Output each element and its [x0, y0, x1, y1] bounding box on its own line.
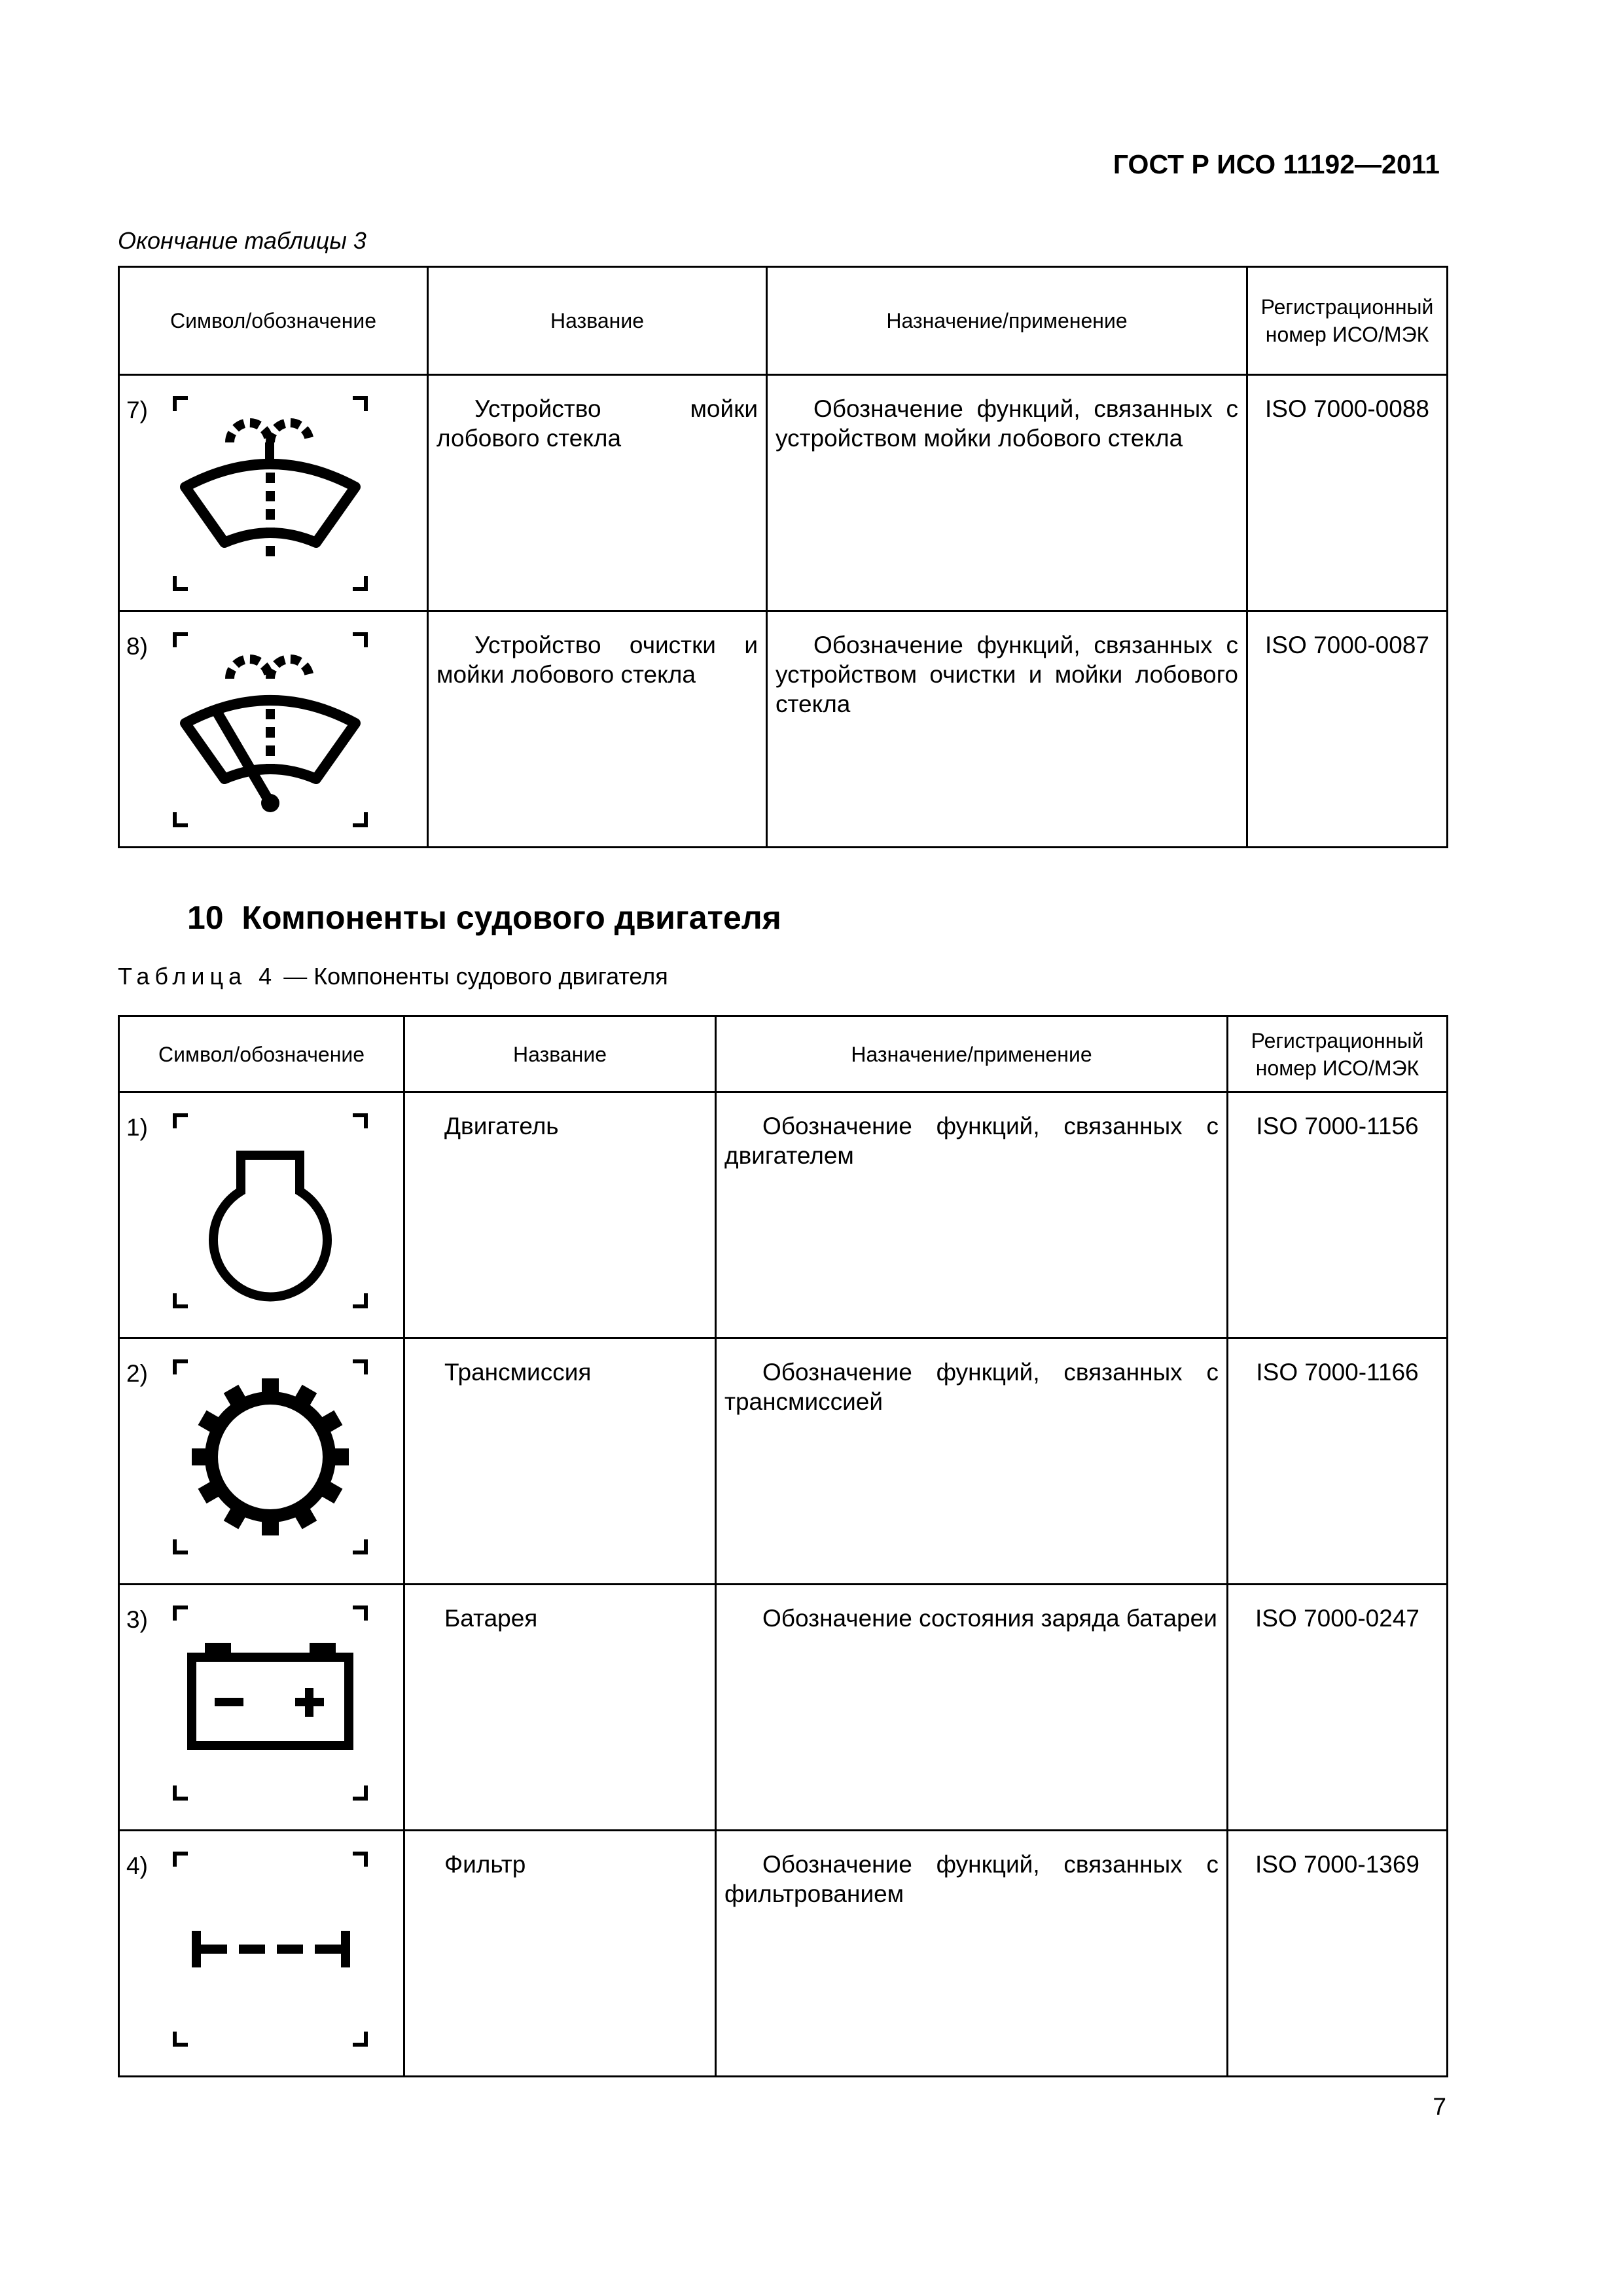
purpose-cell: Обозначение функций, связанных с двигателем [716, 1092, 1228, 1338]
column-header-registration: Регистрационный номер ИСО/МЭК [1228, 1016, 1448, 1092]
table-row [119, 1092, 1448, 1338]
column-header-name: Название [428, 267, 767, 375]
name-cell: Трансмиссия [404, 1338, 716, 1585]
purpose-cell: Обозначение функций, связанных с устройством мойки лобового стекла [767, 375, 1247, 611]
registration-cell: ISO 7000-1369 [1228, 1831, 1448, 2077]
section-number: 10 [187, 899, 224, 936]
gear-icon [172, 1359, 368, 1555]
column-header-purpose: Назначение/применение [767, 267, 1247, 375]
purpose-cell: Обозначение функций, связанных с устройством очистки и мойки лобового стекла [767, 611, 1247, 848]
symbol-cell [119, 1338, 404, 1585]
symbol-cell [119, 1585, 404, 1831]
column-header-symbol: Символ/обозначение [119, 1016, 404, 1092]
symbol-cell [119, 1831, 404, 2077]
name-cell: Батарея [404, 1585, 716, 1831]
table4-caption-label: Таблица 4 [118, 963, 277, 990]
filter-icon [172, 1851, 368, 2047]
symbol-cell [119, 1092, 404, 1338]
engine-icon [172, 1113, 368, 1309]
table-row [119, 375, 1448, 611]
name-cell: Устройство мойки лобового стекла [428, 375, 767, 611]
symbol-cell [119, 375, 428, 611]
purpose-cell: Обозначение состояния заряда батареи [716, 1585, 1228, 1831]
standard-code: ГОСТ Р ИСО 11192—2011 [1113, 149, 1440, 179]
table4-caption-text: — Компоненты судового двигателя [277, 963, 668, 990]
registration-cell: ISO 7000-0088 [1247, 375, 1448, 611]
registration-cell: ISO 7000-1166 [1228, 1338, 1448, 1585]
table-header-row [119, 1016, 1448, 1092]
table3-caption: Окончание таблицы 3 [118, 227, 366, 254]
name-cell: Фильтр [404, 1831, 716, 2077]
registration-cell: ISO 7000-0247 [1228, 1585, 1448, 1831]
table-row [119, 611, 1448, 848]
row-number: 8) [126, 633, 148, 660]
table-4 [118, 1015, 1448, 2077]
page-number: 7 [1433, 2093, 1446, 2120]
purpose-cell: Обозначение функций, связанных с фильтрованием [716, 1831, 1228, 2077]
section-heading [187, 899, 781, 937]
battery-icon [172, 1605, 368, 1801]
row-number: 7) [126, 397, 148, 423]
table-row [119, 1338, 1448, 1585]
registration-cell: ISO 7000-0087 [1247, 611, 1448, 848]
row-number: 3) [126, 1606, 148, 1633]
table-row [119, 1585, 1448, 1831]
section-title: Компоненты судового двигателя [241, 899, 781, 936]
table-3 [118, 266, 1448, 848]
name-cell: Двигатель [404, 1092, 716, 1338]
name-cell: Устройство очистки и мойки лобового стекла [428, 611, 767, 848]
column-header-registration: Регистрационный номер ИСО/МЭК [1247, 267, 1448, 375]
table-row [119, 1831, 1448, 2077]
column-header-symbol: Символ/обозначение [119, 267, 428, 375]
column-header-name: Название [404, 1016, 716, 1092]
registration-cell: ISO 7000-1156 [1228, 1092, 1448, 1338]
purpose-cell: Обозначение функций, связанных с трансмиссией [716, 1338, 1228, 1585]
symbol-cell [119, 611, 428, 848]
row-number: 2) [126, 1360, 148, 1387]
row-number: 4) [126, 1852, 148, 1879]
table4-caption [118, 963, 668, 990]
table-header-row [119, 267, 1448, 375]
windscreen-washer-icon [172, 395, 368, 592]
row-number: 1) [126, 1114, 148, 1141]
windscreen-wiper-washer-icon [172, 632, 368, 828]
column-header-purpose: Назначение/применение [716, 1016, 1228, 1092]
